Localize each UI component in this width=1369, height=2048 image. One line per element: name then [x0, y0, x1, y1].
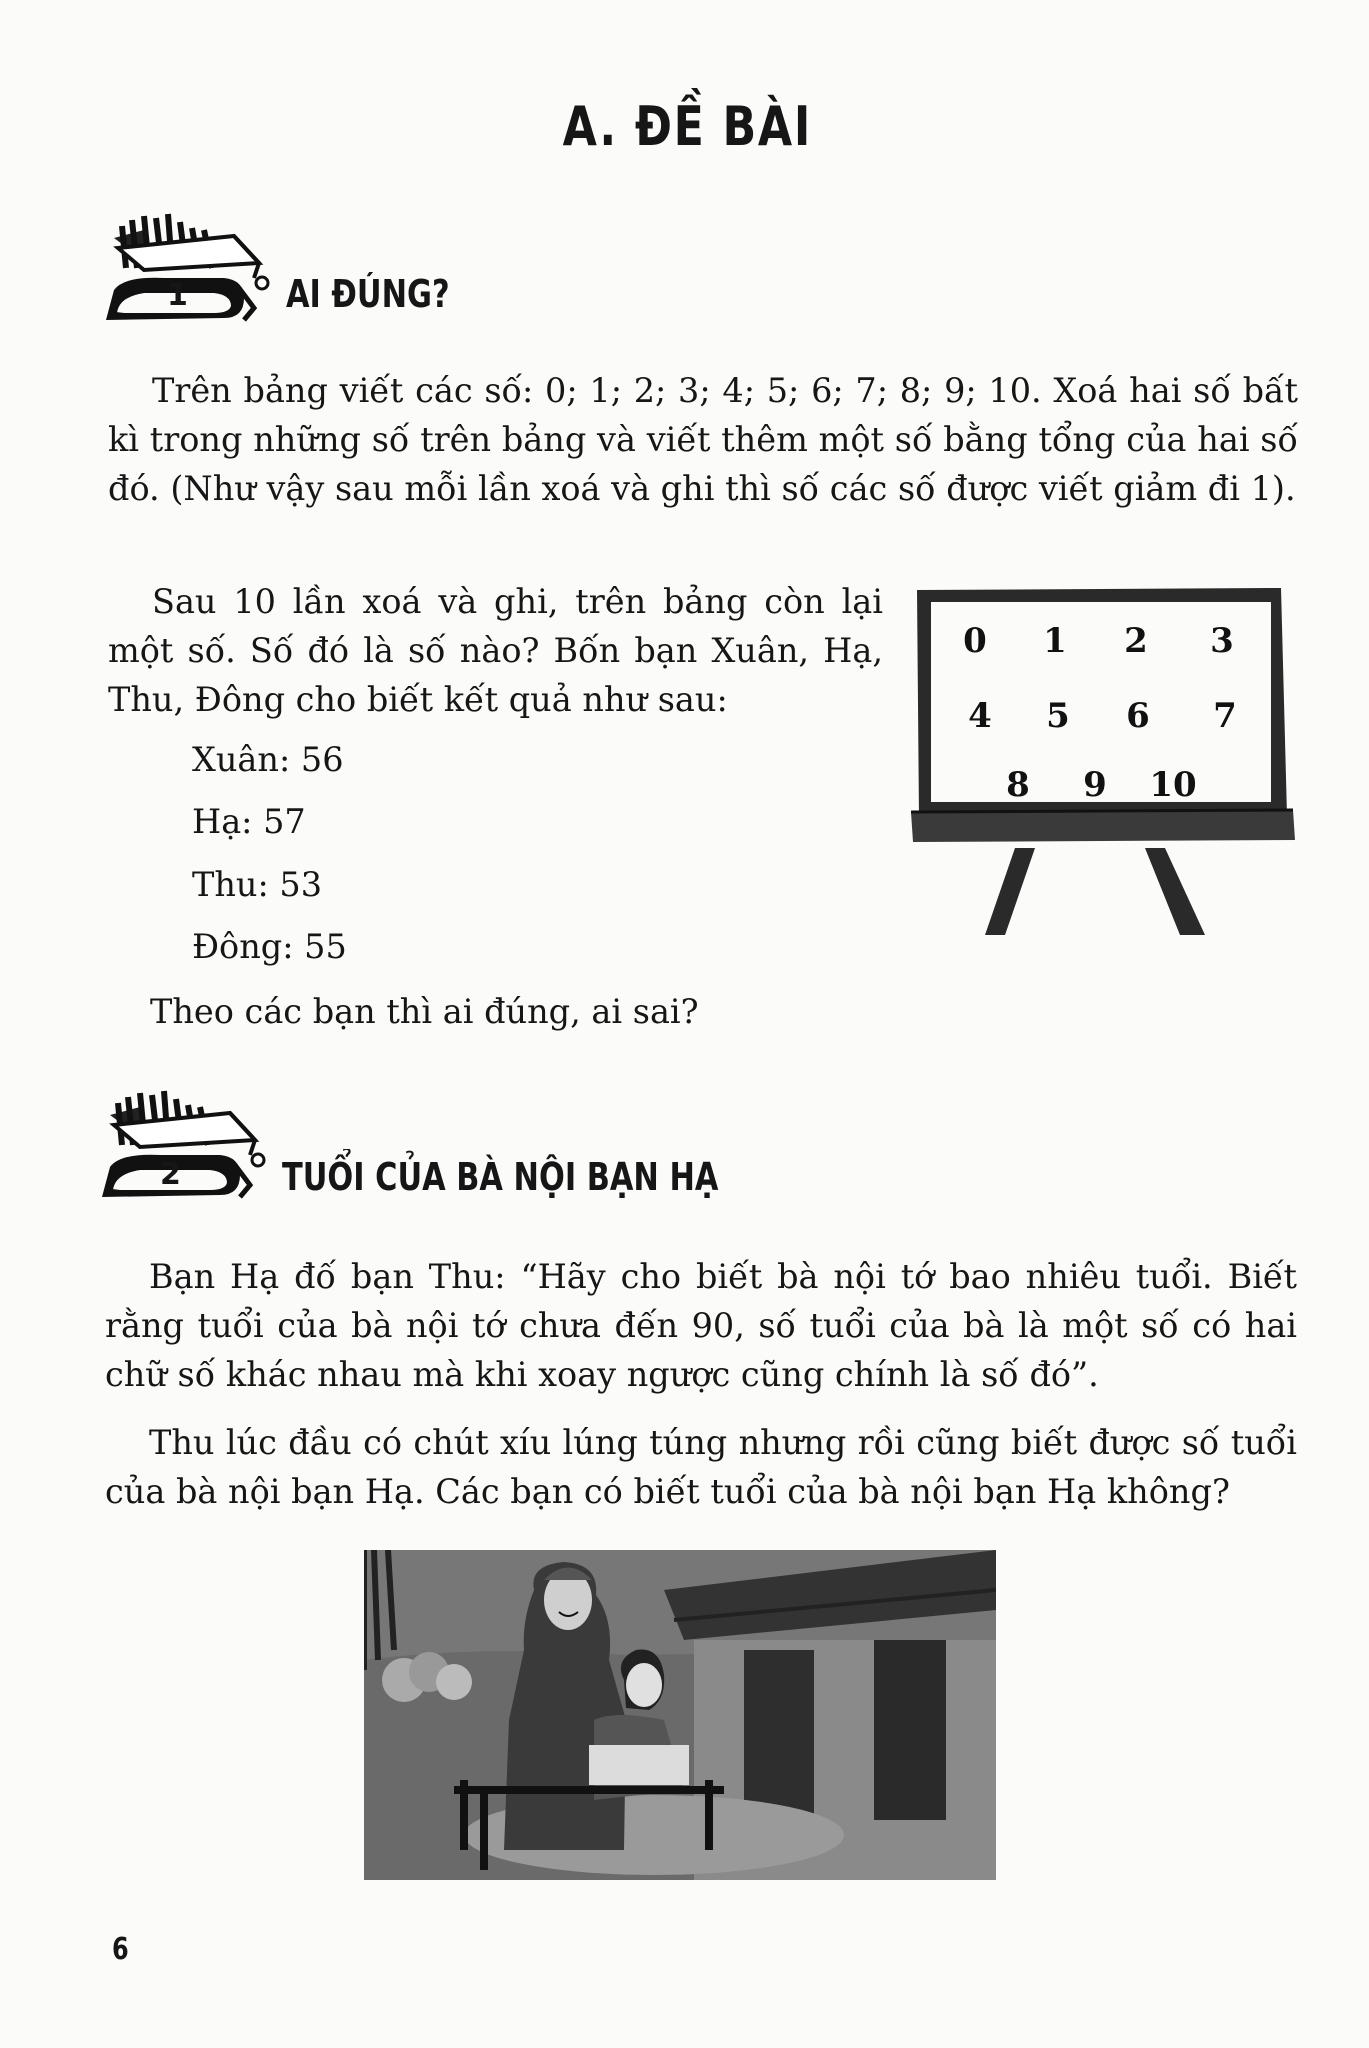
- problem-1-number: 1: [167, 278, 188, 313]
- board-number-3: 3: [1210, 621, 1234, 661]
- problem-1-paragraph-2: Sau 10 lần xoá và ghi, trên bảng còn lại một số. Số đó là số nào? Bốn bạn Xuân, Hạ, Thu, Đông cho biết kết quả như sau:: [108, 582, 883, 719]
- board-number-1: 1: [1043, 621, 1067, 661]
- answer-ha: Hạ: 57: [192, 802, 306, 841]
- board-number-10: 10: [1149, 765, 1197, 805]
- grandmother-and-child-illustration: [364, 1550, 996, 1880]
- problem-2-badge-icon: [100, 1085, 270, 1205]
- board-number-4: 4: [968, 696, 992, 736]
- page-number: 6: [112, 1932, 129, 1967]
- board-number-9: 9: [1083, 765, 1107, 805]
- problem-2-number: 2: [160, 1157, 181, 1192]
- board-number-2: 2: [1124, 621, 1148, 661]
- problem-2-paragraph-2: Thu lúc đầu có chút xíu lúng túng nhưng rồi cũng biết được số tuổi của bà nội bạn Hạ. Các bạn có biết tuổi của bà nội bạn Hạ không?: [105, 1423, 1297, 1511]
- section-heading: A. ĐỀ BÀI: [562, 95, 812, 158]
- problem-2-title: TUỔI CỦA BÀ NỘI BẠN HẠ: [282, 1155, 719, 1199]
- board-number-7: 7: [1213, 696, 1237, 736]
- chalkboard-illustration: [905, 580, 1295, 940]
- problem-1-title: AI ĐÚNG?: [286, 272, 450, 316]
- answer-xuan: Xuân: 56: [192, 740, 344, 779]
- board-number-6: 6: [1126, 696, 1150, 736]
- board-number-0: 0: [963, 621, 987, 661]
- problem-1-paragraph-1: Trên bảng viết các số: 0; 1; 2; 3; 4; 5; 6; 7; 8; 9; 10. Xoá hai số bất kì trong những số trên bảng và viết thêm một số bằng tổng của hai số đó. (Như vậy sau mỗi lần xoá và ghi thì số các số được viết giảm đi 1).: [108, 371, 1298, 508]
- board-number-8: 8: [1006, 765, 1030, 805]
- answer-thu: Thu: 53: [192, 865, 323, 904]
- problem-1-question: Theo các bạn thì ai đúng, ai sai?: [150, 992, 699, 1031]
- board-number-5: 5: [1046, 696, 1070, 736]
- answer-dong: Đông: 55: [192, 927, 347, 966]
- problem-2-paragraph-1: Bạn Hạ đố bạn Thu: “Hãy cho biết bà nội tớ bao nhiêu tuổi. Biết rằng tuổi của bà nội tớ chưa đến 90, số tuổi của bà là một số có hai chữ số khác nhau mà khi xoay ngược cũng chính là số đó”.: [105, 1257, 1297, 1394]
- problem-1-badge-icon: [104, 208, 274, 328]
